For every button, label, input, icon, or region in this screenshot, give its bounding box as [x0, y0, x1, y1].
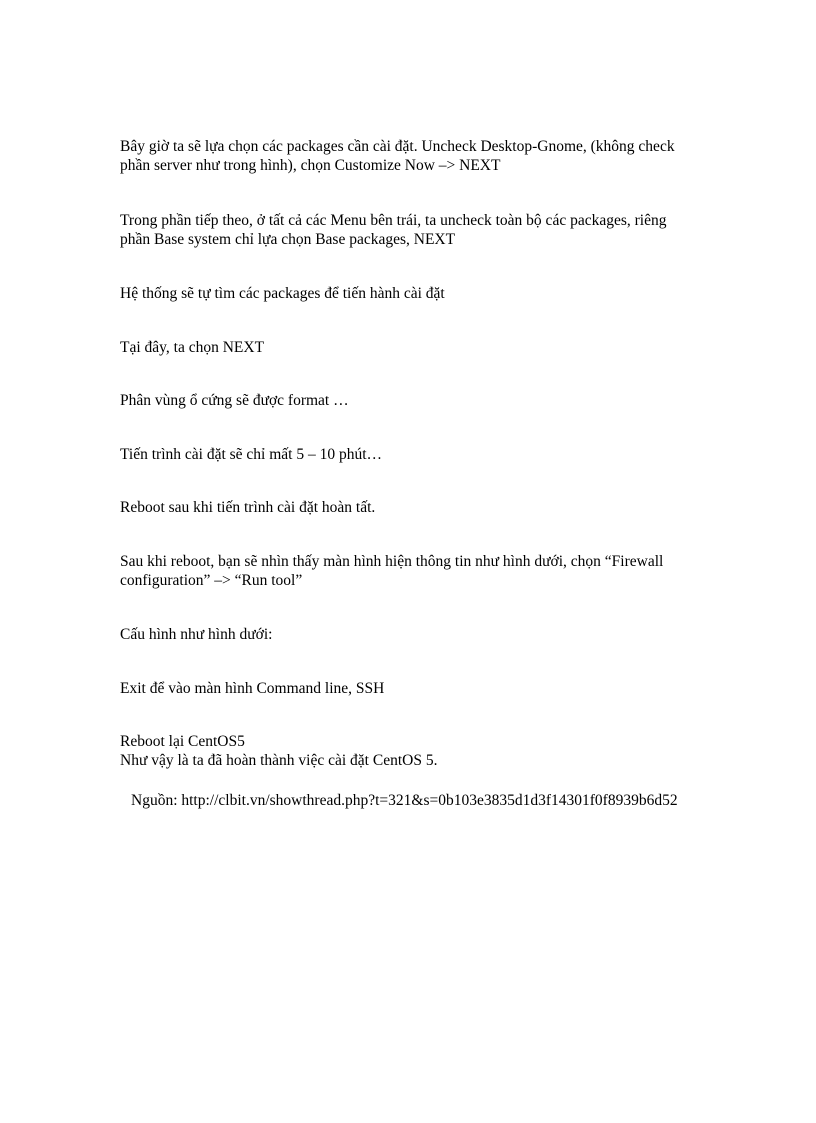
- paragraph-line: Bây giờ ta sẽ lựa chọn các packages cần cài đặt. Uncheck Desktop-Gnome, (không check: [120, 138, 675, 155]
- paragraph-exit-command-line: [120, 679, 720, 698]
- paragraph-install-progress: [120, 445, 720, 464]
- paragraph-line: Tại đây, ta chọn NEXT: [120, 339, 265, 356]
- paragraph-line: Tiến trình cài đặt sẽ chỉ mất 5 – 10 phút…: [120, 446, 383, 463]
- paragraph-line: Như vậy là ta đã hoàn thành việc cài đặt CentOS 5.: [120, 752, 438, 769]
- paragraph-line: Hệ thống sẽ tự tìm các packages để tiến hành cài đặt: [120, 285, 445, 302]
- paragraph-dependency-check: [120, 284, 720, 303]
- paragraph-line: configuration” –> “Run tool”: [120, 572, 303, 589]
- paragraph-format-partition: [120, 391, 720, 410]
- paragraph-reboot-centos: [120, 732, 720, 770]
- paragraph-line: Exit để vào màn hình Command line, SSH: [120, 680, 385, 697]
- paragraph-line: Cấu hình như hình dưới:: [120, 626, 273, 643]
- paragraph-line: Reboot lại CentOS5: [120, 733, 245, 750]
- paragraph-line: Trong phần tiếp theo, ở tất cả các Menu bên trái, ta uncheck toàn bộ các packages, riêng: [120, 212, 667, 229]
- paragraph-line: Sau khi reboot, bạn sẽ nhìn thấy màn hình hiện thông tin như hình dưới, chọn “Firewall: [120, 553, 664, 570]
- paragraph-configure-as-below: [120, 625, 720, 644]
- paragraph-reboot-after-install: [120, 498, 720, 517]
- paragraph-line: phần server như trong hình), chọn Customize Now –> NEXT: [120, 157, 501, 174]
- source-citation: Nguồn: http://clbit.vn/showthread.php?t=321&s=0b103e3835d1d3f14301f0f8939b6d52: [131, 792, 678, 809]
- paragraph-line: phần Base system chỉ lựa chọn Base packages, NEXT: [120, 231, 456, 248]
- paragraph-firewall-configuration: [120, 552, 720, 590]
- paragraph-customize-packages: [120, 211, 720, 249]
- paragraph-package-selection: [120, 137, 720, 175]
- paragraph-line: Reboot sau khi tiến trình cài đặt hoàn tất.: [120, 499, 376, 516]
- paragraph-choose-next: [120, 338, 720, 357]
- paragraph-line: Phân vùng ổ cứng sẽ được format …: [120, 392, 349, 409]
